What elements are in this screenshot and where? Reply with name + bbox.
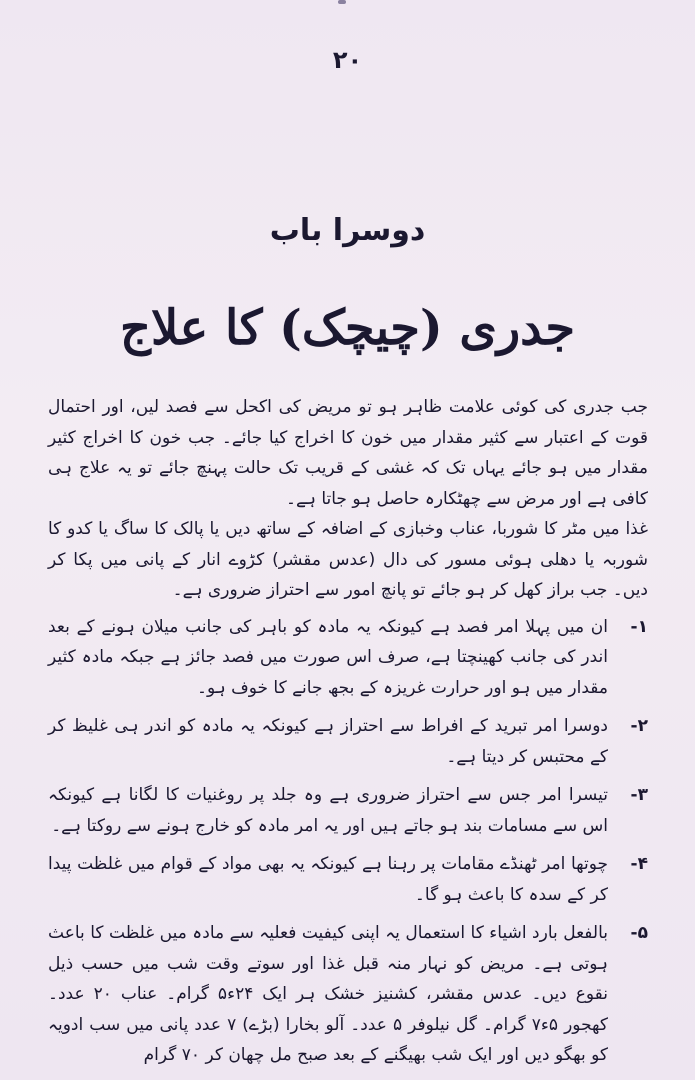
- list-item-number: ۵-: [630, 923, 648, 943]
- list-item: [48, 849, 648, 910]
- list-item: [48, 918, 648, 1071]
- list-item-number: ۴-: [630, 854, 648, 874]
- list-item-text: دوسرا امر تبرید کے افراط سے احتراز ہے کیونکہ یہ مادہ کو اندر ہی غلیظ کر کے محتبس کر دیتا ہے۔: [48, 716, 608, 767]
- list-item-text: بالفعل بارد اشیاء کا استعمال یہ اپنی کیفیت فعلیہ سے مادہ میں غلظت کا باعث ہوتی ہے۔ مریض کو نہار منہ قبل غذا اور سوتے وقت شب میں حسب ذیل نقوع دیں۔ عدس مقشر، کشنیز خشک ہر ایک ۲۴ء۵ گرام۔ عناب ۲۰ عدد۔ کھجور ۵ء۷ گرام۔ گل نیلوفر ۵ عدد۔ آلو بخارا (بڑے) ۷ عدد پانی میں سب ادویہ کو بھگو دیں اور ایک شب بھیگنے کے بعد صبح مل چھان کر ۷۰ گرام: [48, 923, 608, 1065]
- list-item-text: چوتھا امر ٹھنڈے مقامات پر رہنا ہے کیونکہ یہ بھی مواد کے قوام میں غلظت پیدا کر کے سدہ کا باعث ہو گا۔: [48, 854, 608, 905]
- page-title: جدری (چیچک) کا علاج: [119, 300, 575, 356]
- chapter-heading: دوسرا باب: [269, 213, 426, 248]
- list-item-number: ۲-: [630, 716, 648, 736]
- list-item: [48, 711, 648, 772]
- list-item: [48, 612, 648, 704]
- list-item-number: ۱-: [630, 616, 648, 637]
- intro-paragraph: غذا میں مٹر کا شوربا، عناب وخبازی کے اضافہ کے ساتھ دیں یا پالک کا ساگ یا کدو کا شوربہ یا دھلی ہوئی مسور کی دال (عدس مقشر) کڑوے انار کے پانی میں پکا کر دیں۔ جب براز کھل کر ہو جائے تو پانچ امور سے احتراز ضروری ہے۔: [48, 519, 648, 600]
- scan-mark: [338, 0, 346, 4]
- list-item-text: تیسرا امر جس سے احتراز ضروری ہے وہ جلد پر روغنیات کا لگانا ہے کیونکہ اس سے مسامات بند ہو جاتے ہیں اور یہ امر مادہ کو خارج ہونے سے روکتا ہے۔: [48, 785, 608, 836]
- list-item-number: ۳-: [630, 785, 648, 805]
- body-text: [48, 392, 648, 1079]
- numbered-list: [48, 612, 648, 1071]
- list-item-text: ان میں پہلا امر فصد ہے کیونکہ یہ مادہ کو باہر کی جانب میلان ہونے کے بعد اندر کی جانب کھینچتا ہے، صرف اس صورت میں فصد جائز ہے جبکہ مادہ کثیر مقدار میں ہو اور حرارت غریزہ کے بجھ جانے کا خوف ہو۔: [48, 616, 608, 698]
- list-item: [48, 780, 648, 841]
- page-number: ٢٠: [332, 46, 363, 74]
- intro-paragraph: جب جدری کی کوئی علامت ظاہر ہو تو مریض کی اکحل سے فصد لیں، اور احتمال قوت کے اعتبار سے کثیر مقدار میں خون کا اخراج کیا جائے۔ جب خون کا اخراج کثیر مقدار میں ہو جائے یہاں تک کہ غشی کے قریب تک حالت پہنچ جائے تو یہ علاج ہی کافی ہے اور مرض سے چھٹکارہ حاصل ہو جاتا ہے۔: [48, 397, 648, 509]
